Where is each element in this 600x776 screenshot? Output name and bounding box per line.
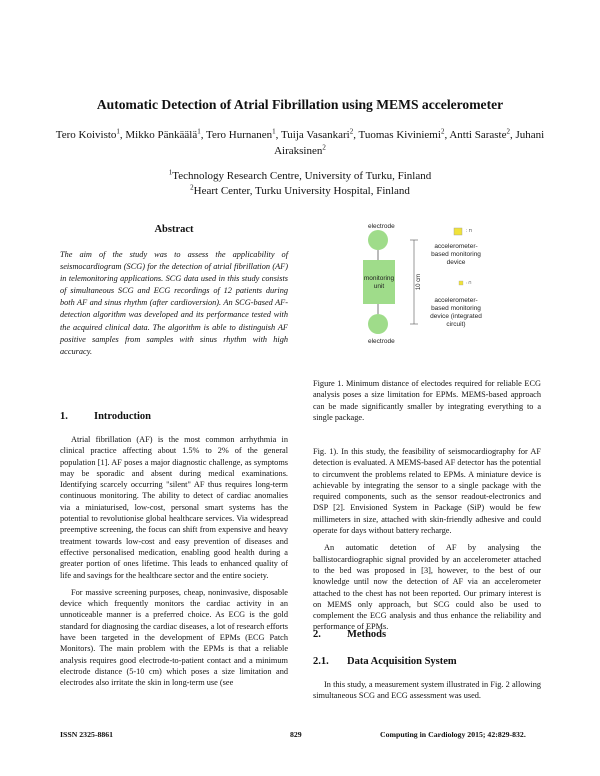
footer-citation: Computing in Cardiology 2015; 42:829-832. [380, 730, 526, 739]
footer-page-number: 829 [290, 730, 302, 739]
section-heading-introduction: 1. Introduction [60, 411, 151, 422]
paragraph: An automatic detetion of AF by analysing the ballistocardiographic signal provided by an accelerometer attached to the bed was proposed in [3], however, to the best of our knowledge until now the detection of AF via an accelerometer attached to the chest has not been reported. Our primary interest is on MEMS only approach, but SCG could also be used to complement the ECG analysis and thus enhance the reliability and performance of EPMs. [313, 543, 541, 632]
accel-circuit-label: accelerometer-based monitoring device (integrated circuit) [430, 297, 482, 328]
author-list: Tero Koivisto$^1$, Mikko Pänkäälä$^1$, Tero Hurnanen$^1$, Tuija Vasankari$^2$, Tuomas Kiviniemi$^2$, Antti Saraste$^2$, Juhani Airaksinen$^2$ [55, 127, 545, 157]
author: Mikko Pänkäälä$^1$ [125, 127, 201, 141]
electrode-top-label: electrode [368, 223, 395, 230]
introduction-body [60, 434, 288, 695]
electrode-top-icon [368, 230, 388, 250]
affiliation: $^2$Heart Center, Turku University Hospital, Finland [190, 183, 410, 197]
paragraph: In this study, a measurement system illustrated in Fig. 2 allowing simultaneous SCG and ECG assessment was used. [313, 680, 541, 701]
author: Tuija Vasankari$^2$ [280, 127, 354, 141]
figure-1-caption: Figure 1. Minimum distance of electodes required for reliable ECG analysis poses a size limitation for EPMs. MEMS-based approach can be made significantly smaller by integrating everything to a single package. [313, 379, 541, 422]
affiliation: $^1$Technology Research Centre, University of Turku, Finland [168, 168, 432, 182]
author: Tero Koivisto$^1$ [55, 127, 120, 141]
subsection-body [313, 679, 541, 708]
electrode-bottom-icon [368, 314, 388, 334]
author: Tuomas Kiviniemi$^2$ [358, 127, 445, 141]
monitoring-unit-label: monitoring unit [363, 275, 395, 290]
accel-chip-icon [459, 281, 463, 285]
paragraph: Fig. 1). In this study, the feasibility of seismocardiography for AF detection is evaluated. A MEMS-based AF detector has the potential to circumvent the problems related to EPMs. A miniature device is achievable by integrating the sensor to a single package with the required components, such as the sensor readout-electronics and DSP [2]. Envisioned System in Package (SiP) would be few millimeters in size, attached with skin-friendly adhesive and could operate for days without battery recharge. [313, 447, 541, 536]
electrode-bottom-label: electrode [368, 338, 395, 345]
right-column-body [313, 446, 541, 639]
paragraph: For massive screening purposes, cheap, noninvasive, disposable device which frequently monitors the cardiac activity in an unnoticeable manner is a preferred choice. As ECG is the gold standard for diagnosing the cardiac diseases, a lot of research efforts have been targeted in the development of EPMs (ECG Patch Monitors). The main problem with the EPMs is that a reliable analysis requires good electrode-to-patient contact and a minimum electrode distance (5-10 cm) which poses a size limitation and electrodes also irritate the skin in long-term use (see [60, 587, 288, 688]
svg-text:: ⊓: : ⊓ [466, 228, 473, 233]
subsection-heading-data-acquisition: 2.1. Data Acquisition System [313, 656, 457, 667]
abstract-heading: Abstract [154, 224, 194, 235]
paper-title: Automatic Detection of Atrial Fibrillation using MEMS accelerometer [96, 97, 504, 112]
abstract-text: The aim of the study was to assess the applicability of seismocardiogram (SCG) for the detection of atrial fibrillation (AF) in telemonitoring applications. SCG data used in this study consists of simultaneous SCG and ECG recordings of 12 patients during both AF and sinus rhythm (after cardioversion). An SCG-based AF-detection algorithm was developed and its performance tested with the acquired clinical data. The algorithm is able to distinguish AF positive samples from samples with sinus rhythm with high accuracy. [60, 250, 288, 356]
footer-issn: ISSN 2325-8861 [60, 730, 114, 739]
figure-1-diagram [350, 218, 500, 373]
paragraph: Atrial fibrillation (AF) is the most common arrhythmia in clinical practice affecting about 1.5% to 2% of the general population [1]. AF poses a major diagnostic challenge, as symptoms may be sporadic and absent during medical examinations. Identifying scarcely occurring "silent" AF thus requires long-term continuous monitoring. The ability to detect of cardiac anomalies via a miniaturised, low-cost, personal smart systems has the potential to revolutionise global healthcare services. Via widespread preemptive screening, the focus can shift from expensive and heavy treatment towards low-cost and easy prevention of diseases and effective personalised medication, enabling good health during a greater portion of ones lifetime. This leads to enhanced quality of life and savings for the healthcare sector and the entire society. [60, 435, 288, 580]
svg-text:: ⊓: : ⊓ [466, 280, 472, 285]
section-heading-methods: 2. Methods [313, 629, 387, 640]
accel-device-icon [454, 228, 462, 235]
author: Tero Hurnanen$^1$ [206, 127, 276, 141]
author: Juhani Airaksinen$^2$ [274, 129, 545, 157]
affiliations [60, 169, 540, 199]
distance-label: 10 cm [416, 273, 422, 291]
accel-device-label: accelerometer-based monitoring device [431, 243, 481, 266]
monitoring-unit-box [363, 260, 395, 304]
author: Antti Saraste$^2$ [449, 127, 510, 141]
